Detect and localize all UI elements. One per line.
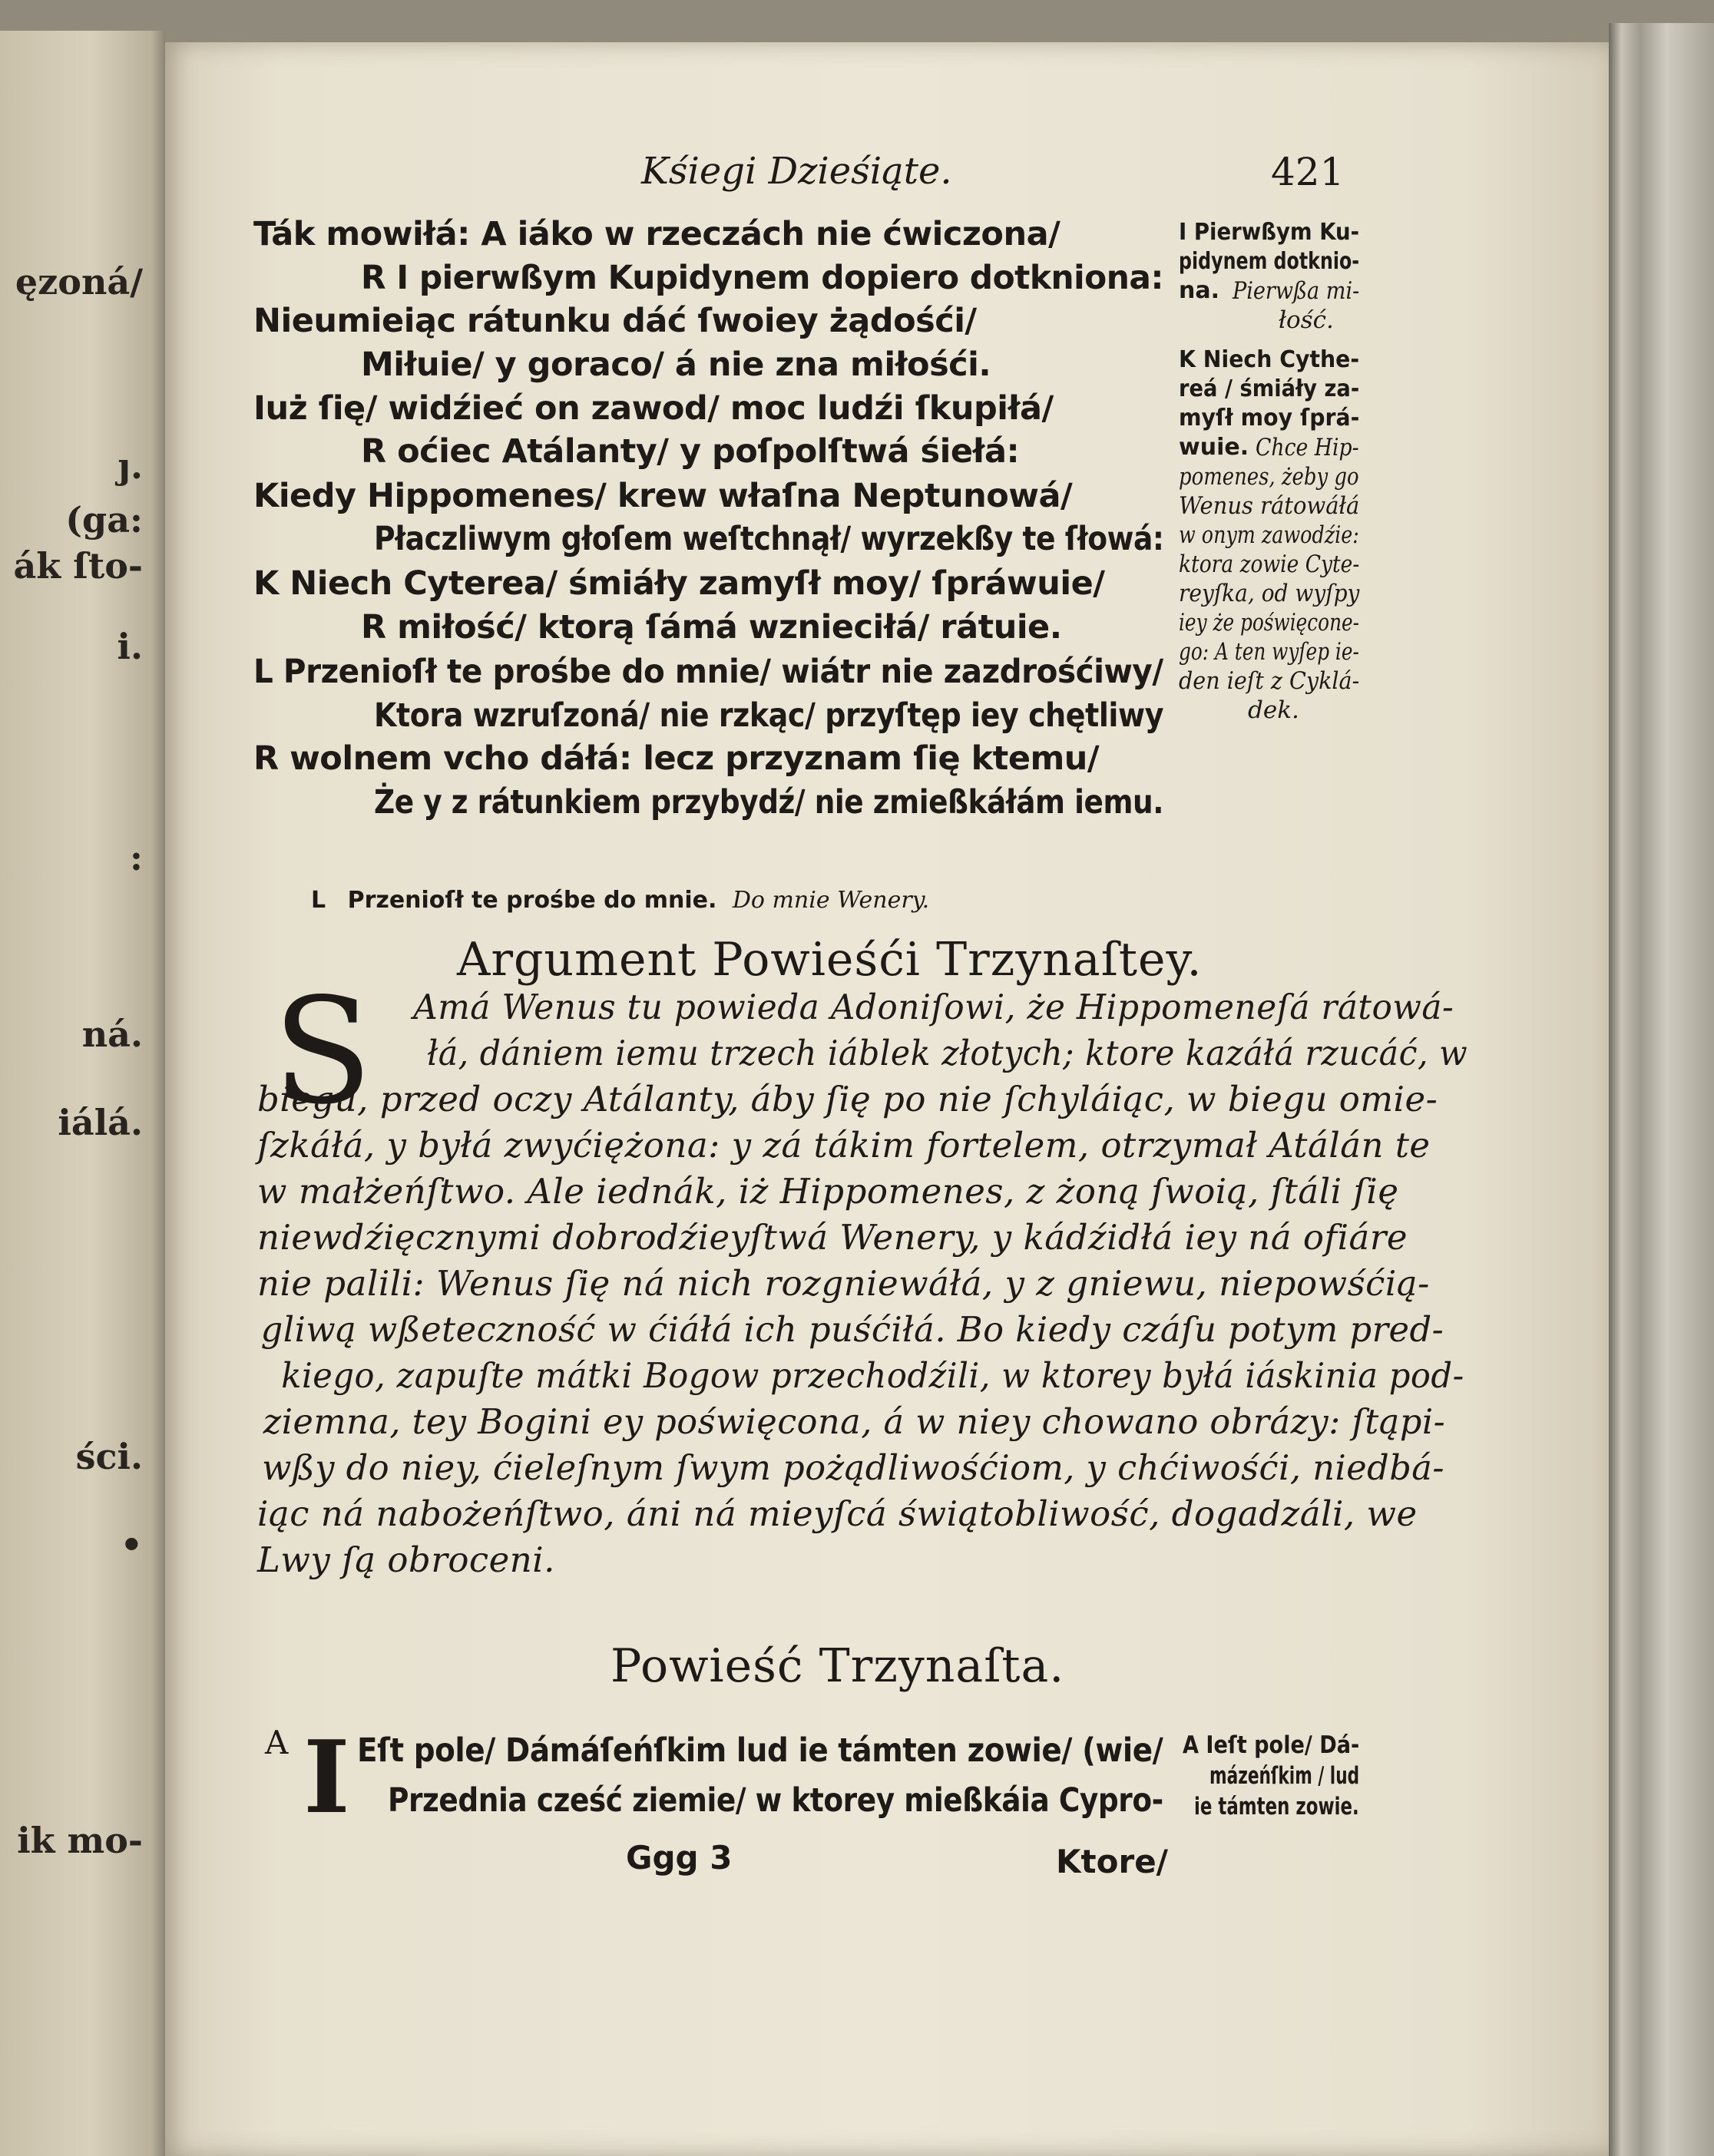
left-page-fragment: ik mo-: [17, 1820, 143, 1861]
left-page-fragment: ák ſto-: [13, 545, 143, 587]
left-page-fragment: i.: [117, 626, 143, 667]
verse-line: R wolnem vcho dáłá: lecz przyznam ſię ktemu/: [253, 739, 1100, 778]
margin-note-italic: go: A ten wyſep ie-: [1179, 638, 1359, 666]
footnote-gloss: Do mnie Wenery.: [732, 887, 930, 914]
left-page-fragment: iálá.: [58, 1102, 143, 1143]
argument-line: nie palili: Wenus ſię ná nich rozgniewáłá, y z gniewu, niepowśćią-: [257, 1263, 1430, 1304]
argument-line: ziemna, tey Bogini ey poświęcona, á w niey chowano obrázy: ſtąpi-: [263, 1401, 1446, 1442]
argument-line: biegu, przed oczy Atálanty, áby ſię po nie ſchyláiąc, w biegu omie-: [257, 1079, 1438, 1119]
argument-line: niewdźięcznymi dobrodźieyſtwá Wenery, y kádźidłá iey ná ofiáre: [257, 1217, 1408, 1258]
argument-line: ſzkáłá, y byłá zwyćiężona: y zá tákim fortelem, otrzymał Atálán te: [257, 1125, 1431, 1166]
verse-line: Płaczliwym głoſem weſtchnął/ wyrzekßy te ſłowá:: [374, 520, 1164, 558]
argument-line: Amá Wenus tu powieda Adoniſowi, że Hippomeneſá rátowá-: [413, 987, 1454, 1027]
margin-note: wuie.: [1179, 434, 1249, 461]
argument-line: w małżeńſtwo. Ale iednák, iż Hippomenes, z żoną ſwoią, ſtáli ſię: [257, 1171, 1399, 1212]
margin-note: I Pierwßym Ku-: [1179, 219, 1360, 246]
margin-note-italic: łość.: [1279, 306, 1334, 334]
running-title: Kśiegi Dzieśiąte.: [641, 150, 952, 193]
verse-line: Ktora wzruſzoná/ nie rzkąc/ przyſtęp iey chętliwy: [374, 696, 1164, 735]
left-page-fragment: (ga:: [65, 499, 143, 541]
margin-note: K Niech Cythe-: [1179, 346, 1360, 373]
left-page-fragment: ná.: [81, 1014, 143, 1055]
margin-note-italic: Chce Hip-: [1256, 434, 1359, 461]
verse-line: Kiedy Hippomenes/ krew właſna Neptunowá/: [253, 477, 1073, 515]
verse-line: R I pierwßym Kupidynem dopiero dotkniona:: [361, 259, 1163, 297]
margin-note-italic: dek.: [1248, 696, 1299, 724]
left-page-fragment: ści.: [75, 1436, 143, 1477]
verse-line: K Niech Cyterea/ śmiáły zamyſł moy/ ſpráwuie/: [253, 564, 1105, 603]
tale-heading: Powieść Trzynaſta.: [610, 1639, 1065, 1693]
book-page-edges: [1609, 23, 1714, 2156]
margin-note: ie támten zowie.: [1194, 1793, 1359, 1820]
margin-note: mázeńſkim / lud: [1209, 1762, 1360, 1790]
tale-marker: A: [265, 1724, 289, 1761]
verse-line: Że y z rátunkiem przybydź/ nie zmießkáłám iemu.: [374, 783, 1163, 822]
margin-note: reá / śmiáły za-: [1179, 375, 1360, 402]
argument-line: gliwą wßeteczność w ćiáłá ich puśćiłá. Bo kiedy czáſu potym pred-: [260, 1309, 1444, 1350]
footnote: [311, 887, 929, 914]
margin-note-italic: w onym zawodźie:: [1179, 521, 1359, 549]
margin-note-italic: den ieſt z Cyklá-: [1179, 667, 1360, 695]
verse-line: R miłość/ ktorą ſámá wznieciłá/ rátuie.: [361, 608, 1062, 646]
margin-note-italic: iey że poświęcone-: [1179, 609, 1360, 637]
margin-note-italic: reyſka, od wyſpy: [1179, 580, 1360, 607]
left-page-fragment: ȷ.: [117, 445, 143, 487]
argument-line: wßy do niey, ćieleſnym ſwym pożądliwośćiom, y chćiwośći, niedbá-: [262, 1447, 1444, 1488]
left-page-fragment: •: [120, 1524, 143, 1566]
margin-note: A Ieſt pole/ Dá-: [1183, 1731, 1360, 1759]
tale-line: Przednia cześć ziemie/ w ktorey mießkáia Cypro-: [388, 1781, 1163, 1820]
signature-mark: Ggg 3: [626, 1839, 733, 1877]
left-page-fragment: ęzoná/: [15, 261, 143, 303]
argument-line: łá, dániem iemu trzech iáblek złotych; ktore kazáłá rzucáć, w: [427, 1033, 1468, 1073]
margin-note-italic: pomenes, żeby go: [1179, 463, 1359, 491]
verse-line: Miłuie/ y goraco/ á nie zna miłośći.: [361, 346, 991, 384]
verse-line: L Przenioſł te prośbe do mnie/ wiátr nie zazdrośćiwy/: [253, 653, 1163, 691]
margin-note-italic: ktora zowie Cyte-: [1179, 551, 1360, 578]
tale-line: Eſt pole/ Dámáſeńſkim lud ie támten zowie/ (wie/: [357, 1731, 1163, 1770]
verse-line: Iuż ſię/ widźieć on zawod/ moc ludźi ſkupiłá/: [253, 389, 1054, 428]
margin-note: na.: [1179, 277, 1219, 304]
verse-line: Ták mowiłá: A iáko w rzeczách nie ćwiczona/: [253, 215, 1060, 253]
verse-line: R oćiec Atálanty/ y poſpolſtwá śiełá:: [361, 432, 1020, 471]
margin-note-italic: Pierwßa mi-: [1233, 277, 1360, 305]
page-number: 421: [1271, 150, 1345, 194]
argument-line: iąc ná nabożeńſtwo, áni ná mieyſcá świątobliwość, dogadzáli, we: [257, 1493, 1418, 1534]
footnote-marker: L: [311, 887, 326, 914]
argument-heading: Argument Powieśći Trzynaſtey.: [457, 933, 1203, 987]
argument-line: kiego, zapuſte mátki Bogow przechodźili, w ktorey byłá iáskinia pod-: [281, 1355, 1464, 1396]
left-page-fragment: :: [130, 837, 143, 878]
margin-note: myſł moy ſprá-: [1179, 405, 1360, 432]
margin-note-italic: Wenus rátowáłá: [1179, 492, 1360, 520]
drop-cap: I: [303, 1718, 350, 1836]
catchword: Ktore/: [1056, 1843, 1169, 1880]
footnote-text: Przenioſł te prośbe do mnie.: [347, 887, 717, 914]
margin-note: pidynem dotknio-: [1179, 248, 1360, 275]
argument-line: Lwy ſą obroceni.: [257, 1539, 555, 1580]
left-facing-page: [0, 31, 165, 2156]
book-page: [165, 42, 1609, 2156]
drop-cap: S: [273, 967, 373, 1136]
verse-line: Nieumieiąc rátunku dáć ſwoiey żądośći/: [253, 302, 977, 340]
